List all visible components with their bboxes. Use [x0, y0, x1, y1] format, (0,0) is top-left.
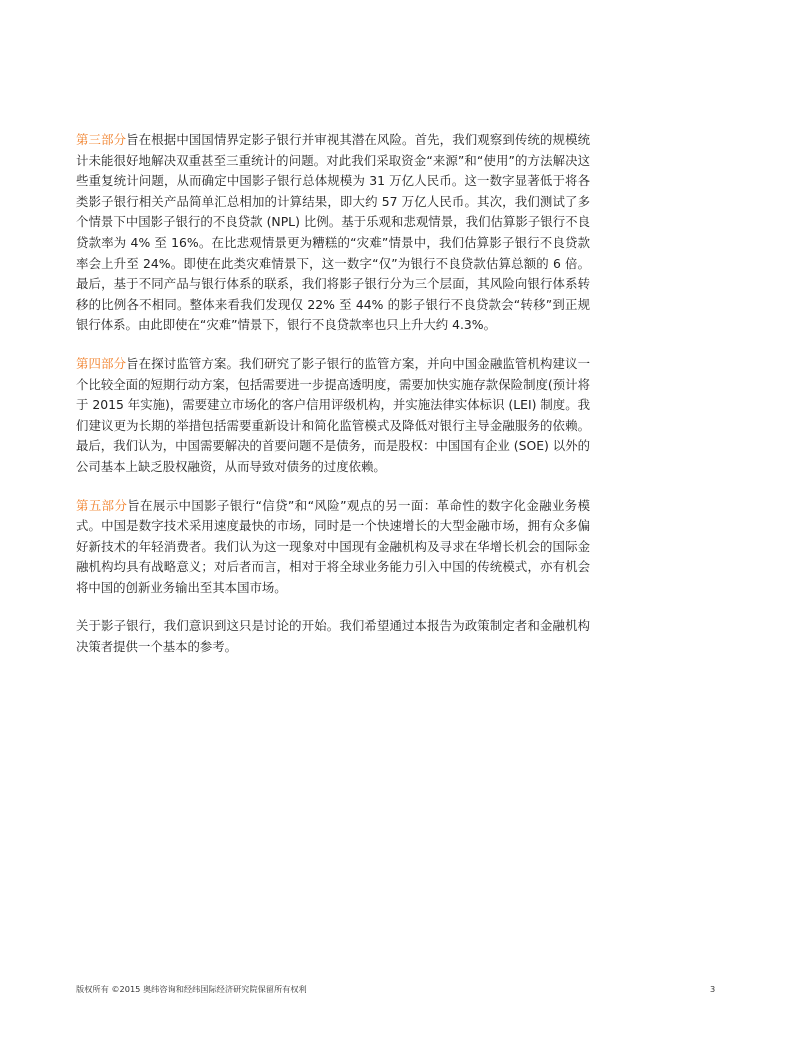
- paragraph-part-five: [76, 496, 590, 599]
- page-number: 3: [710, 984, 716, 994]
- document-body: [76, 130, 590, 658]
- paragraph-part-four: [76, 354, 590, 478]
- paragraph-conclusion: [76, 616, 590, 657]
- paragraph-text: 旨在探讨监管方案。我们研究了影子银行的监管方案，并向中国金融监管机构建议一个比较全面的短期行动方案，包括需要进一步提高透明度，需要加快实施存款保险制度(预计将于 2015 年实施)，需要建立市场化的客户信用评级机构，并实施法律实体标识 (LEI) 制度。我们建议更为长期的举措包括需要重新设计和简化监管模式及降低对银行主导金融服务的依赖。最后，我们认为，中国需要解决的首要问题不是债务，而是股权：中国国有企业 (SOE) 以外的公司基本上缺乏股权融资，从而导致对债务的过度依赖。: [76, 355, 591, 474]
- paragraph-text: 旨在展示中国影子银行“信贷”和“风险”观点的另一面：革命性的数字化金融业务模式。中国是数字技术采用速度最快的市场，同时是一个快速增长的大型金融市场，拥有众多偏好新技术的年轻消费者。我们认为这一现象对中国现有金融机构及寻求在华增长机会的国际金融机构均具有战略意义；对后者而言，相对于将全球业务能力引入中国的传统模式，亦有机会将中国的创新业务输出至其本国市场。: [76, 497, 591, 595]
- paragraph-part-three: [76, 130, 590, 336]
- section-lead-part-five: 第五部分: [76, 497, 128, 513]
- footer-copyright: 版权所有 ©2015 奥纬咨询和经纬国际经济研究院保留所有权利: [76, 984, 307, 994]
- paragraph-text: 关于影子银行，我们意识到这只是讨论的开始。我们希望通过本报告为政策制定者和金融机构决策者提供一个基本的参考。: [76, 618, 590, 655]
- paragraph-text: 旨在根据中国国情界定影子银行并审视其潜在风险。首先，我们观察到传统的规模统计未能很好地解决双重甚至三重统计的问题。对此我们采取资金“来源”和“使用”的方法解决这些重复统计问题，从而确定中国影子银行总体规模为 31 万亿人民币。这一数字显著低于将各类影子银行相关产品简单汇总相加的计算结果，即大约 57 万亿人民币。其次，我们测试了多个情景下中国影子银行的不良贷款 (NPL) 比例。基于乐观和悲观情景，我们估算影子银行不良贷款率为 4% 至 16%。在比悲观情景更为糟糕的“灾难”情景中，我们估算影子银行不良贷款率会上升至 24%。即使在此类灾难情景下，这一数字“仅”为银行不良贷款估算总额的 6 倍。最后，基于不同产品与银行体系的联系，我们将影子银行分为三个层面，其风险向银行体系转移的比例各不相同。整体来看我们发现仅 22% 至 44% 的影子银行不良贷款会“转移”到正规银行体系。由此即使在“灾难”情景下，银行不良贷款率也只上升大约 4.3%。: [76, 132, 591, 333]
- section-lead-part-four: 第四部分: [76, 355, 127, 371]
- section-lead-part-three: 第三部分: [76, 132, 127, 147]
